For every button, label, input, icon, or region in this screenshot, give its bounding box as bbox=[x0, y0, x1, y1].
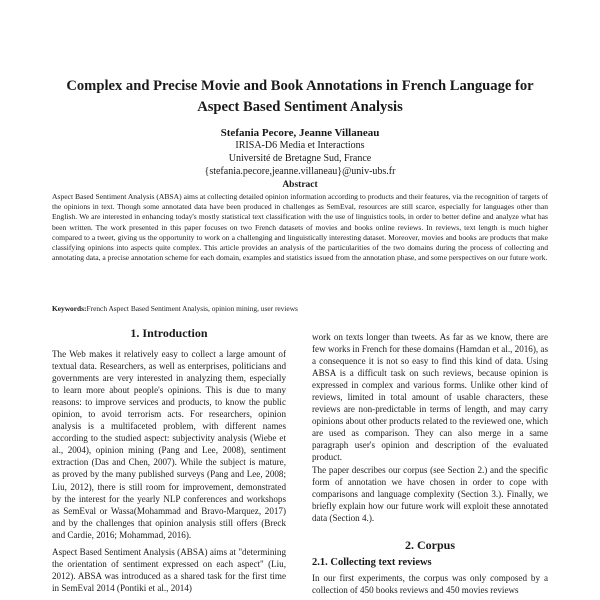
keywords-text: French Aspect Based Sentiment Analysis, opinion mining, user reviews bbox=[86, 304, 298, 313]
corpus-paragraph: In our first experiments, the corpus was only composed by a collection of 450 books reviews and 450 movies reviews bbox=[312, 573, 548, 596]
right-paragraph-2: The paper describes our corpus (see Section 2.) and the specific form of annotation we have chosen in order to cope with comparisons and language complexity (Section 3.). Finally, we briefly explain how our future work will exploit these annotated data (Section 4.). bbox=[312, 464, 548, 523]
keywords-label: Keywords: bbox=[52, 304, 87, 313]
intro-paragraph-1: The Web makes it relatively easy to collect a large amount of textual data. Researchers, as well as enterprises, politicians and governments are very interested in analyzing them, especially to learn more about people's opinions. This is due to many reasons: to improve services and products, to know the public opinion, to avoid terrorism acts. For researchers, opinion analysis is a multifaceted problem, with different names according to the studied aspect: subjectivity analysis (Wiebe et al., 2004), opinion mining (Pang and Lee, 2008), sentiment extraction (Das and Chen, 2007). While the subject is mature, as proved by the many published surveys (Pang and Lee, 2008; Liu, 2012), there is still room for improvement, demonstrated by the interest for the yearly NLP conferences and workshops as SemEval or Wassa(Mohammad and Bravo-Marquez, 2017) and by the challenges that opinion analysis still offers (Breck and Cardie, 2016; Mohammad, 2016). bbox=[52, 349, 286, 540]
section-heading-corpus: 2. Corpus bbox=[404, 538, 455, 552]
keywords bbox=[52, 304, 548, 314]
affiliation-lab: IRISA-D6 Media et Interactions bbox=[235, 140, 365, 151]
subsection-heading-collecting: 2.1. Collecting text reviews bbox=[312, 557, 432, 568]
abstract-text: Aspect Based Sentiment Analysis (ABSA) aims at collecting detailed opinion information according to products and their features, via the recognition of targets of the opinions in text. Though some annotated data have been produced in challenges as SemEval, resources are still scarce, especially for languages other than English. We are interested in enhancing today's mostly statistical text classification with the use of linguistics tools, in order to better define and analyze what has been written. The work presented in this paper focuses on two French datasets of movies and books online reviews. In reviews, text length is much higher compared to a tweet, giving us the opportunity to work on a challenging and linguistically interesting dataset. Moreover, movies and books are products that make classifying opinions into aspects quite complex. This article provides an analysis of the particularities of the two domains during the process of collecting and annotating data, a precise annotation scheme for each domain, examples and statistics issued from the annotation phase, and some perspectives on our future work. bbox=[52, 192, 548, 263]
author-emails: {stefania.pecore,jeanne.villaneau}@univ-ubs.fr bbox=[204, 166, 396, 177]
abstract-heading: Abstract bbox=[282, 180, 318, 190]
authors: Stefania Pecore, Jeanne Villaneau bbox=[220, 127, 380, 139]
right-paragraph-1: work on texts longer than tweets. As far as we know, there are few works in French for these domains (Hamdan et al., 2016), as a consequence it is not so easy to find this kind of data. Using ABSA is a difficult task on such reviews, because opinion is expressed in complex and various forms. Unlike other kind of reviews, limited in total amount of usable characters, these reviews are non-predictable in terms of length, and may carry opinions about other products related to the reviewed one, which are used as comparison. They can also merge in a same paragraph user's opinion and description of the evaluated product. bbox=[312, 332, 548, 463]
paper-title-line-1: Complex and Precise Movie and Book Annotations in French Language for bbox=[66, 78, 534, 94]
paper-title-line-2: Aspect Based Sentiment Analysis bbox=[197, 99, 403, 115]
right-column bbox=[312, 331, 548, 524]
intro-paragraph-2: Aspect Based Sentiment Analysis (ABSA) aims at "determining the orientation of sentiment expressed on each aspect" (Liu, 2012). ABSA was introduced as a shared task for the first time in SemEval 2014 (Pontiki et al., 2014) bbox=[52, 546, 286, 593]
section-heading-introduction: 1. Introduction bbox=[130, 326, 208, 340]
affiliation-university: Université de Bretagne Sud, France bbox=[228, 153, 372, 164]
left-column bbox=[52, 348, 286, 594]
